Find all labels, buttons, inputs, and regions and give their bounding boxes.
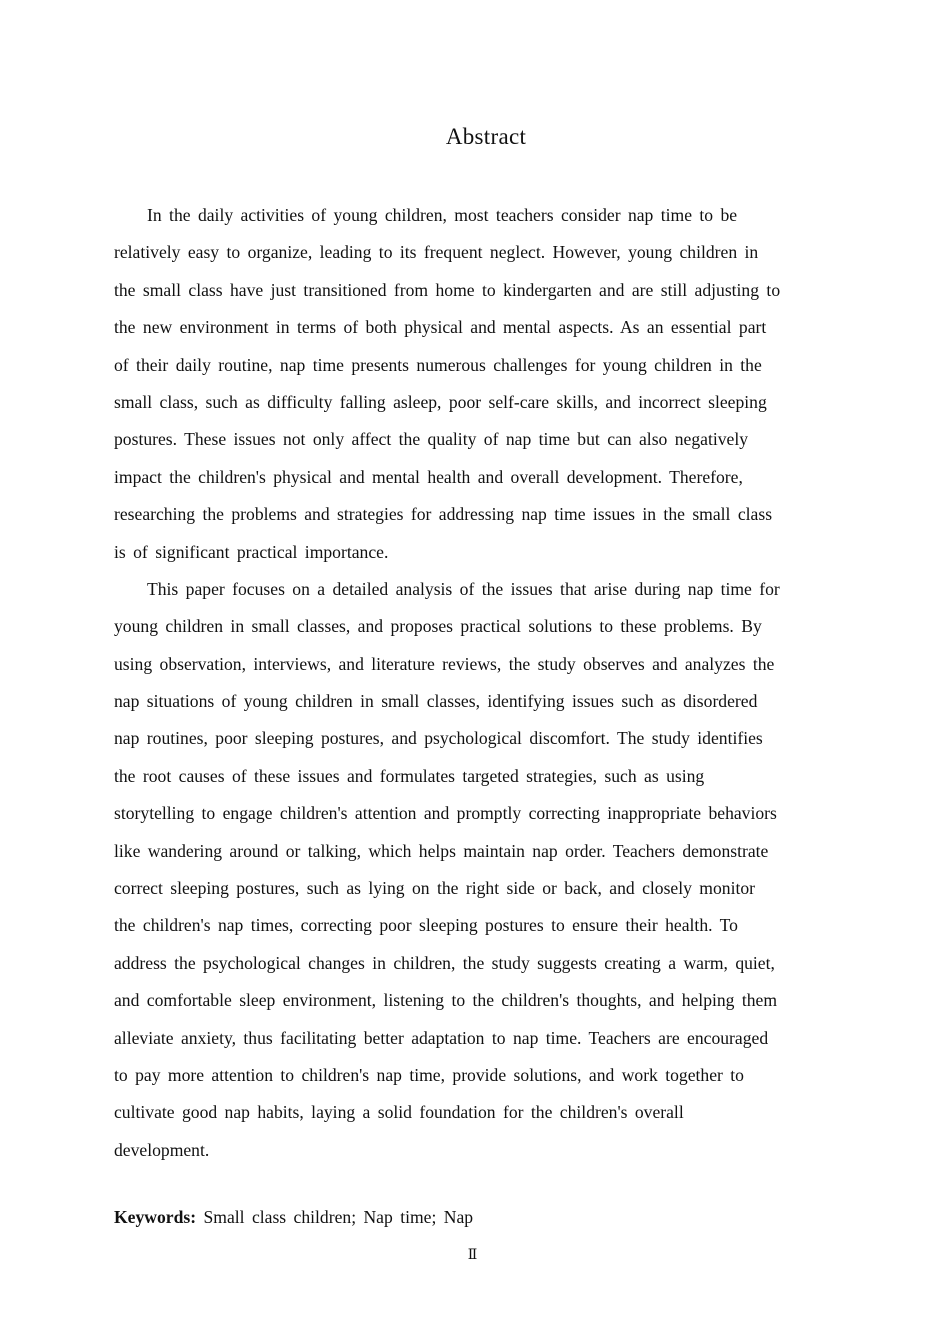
paragraph-line: nap routines, poor sleeping postures, and psychological discomfort. The study identifies (114, 728, 763, 749)
paragraph-line: storytelling to engage children's attention and promptly correcting inappropriate behaviors (114, 803, 777, 824)
paragraph-line: researching the problems and strategies for addressing nap time issues in the small class (114, 504, 773, 525)
paragraph-line: alleviate anxiety, thus facilitating better adaptation to nap time. Teachers are encouraged (114, 1027, 769, 1048)
paragraph-line: cultivate good nap habits, laying a solid foundation for the children's overall (114, 1102, 684, 1123)
abstract-paragraph-2 (114, 571, 860, 1169)
abstract-paragraph-1 (114, 197, 860, 571)
keywords-label: Keywords: (114, 1207, 197, 1227)
keywords-line (114, 1207, 473, 1228)
abstract-body (114, 197, 860, 1169)
paragraph-line: the new environment in terms of both physical and mental aspects. As an essential part (114, 317, 767, 338)
paragraph-line: impact the children's physical and mental health and overall development. Therefore, (114, 466, 743, 487)
paragraph-line: In the daily activities of young children, most teachers consider nap time to be (147, 205, 738, 225)
paragraph-line: like wandering around or talking, which helps maintain nap order. Teachers demonstrate (114, 840, 769, 861)
paragraph-line: address the psychological changes in children, the study suggests creating a warm, quiet, (114, 952, 775, 973)
paragraph-line: and comfortable sleep environment, listening to the children's thoughts, and helping them (114, 990, 778, 1011)
abstract-title: Abstract (445, 124, 527, 149)
paragraph-line: relatively easy to organize, leading to its frequent neglect. However, young children in (114, 242, 759, 263)
paragraph-line: using observation, interviews, and literature reviews, the study observes and analyzes the (114, 653, 775, 674)
paragraph-line: of their daily routine, nap time presents numerous challenges for young children in the (114, 354, 762, 375)
paragraph-line: young children in small classes, and proposes practical solutions to these problems. By (114, 616, 762, 637)
paragraph-line: correct sleeping postures, such as lying on the right side or back, and closely monitor (114, 878, 756, 899)
paragraph-line: the small class have just transitioned from home to kindergarten and are still adjusting to (114, 279, 781, 300)
paragraph-line: This paper focuses on a detailed analysis of the issues that arise during nap time for (147, 578, 780, 599)
page-number: Ⅱ (467, 1248, 478, 1263)
paragraph-line: the children's nap times, correcting poor sleeping postures to ensure their health. To (114, 915, 738, 936)
paragraph-line: the root causes of these issues and formulates targeted strategies, such as using (114, 765, 705, 786)
paragraph-line: development. (114, 1139, 210, 1160)
paragraph-line: nap situations of young children in small classes, identifying issues such as disordered (114, 691, 758, 712)
keywords-value: Small class children; Nap time; Nap (203, 1207, 474, 1227)
paragraph-line: to pay more attention to children's nap time, provide solutions, and work together to (114, 1064, 744, 1085)
paragraph-line: postures. These issues not only affect the quality of nap time but can also negatively (114, 429, 749, 450)
paragraph-line: small class, such as difficulty falling asleep, poor self-care skills, and incorrect sleeping (114, 391, 767, 412)
paragraph-line: is of significant practical importance. (114, 541, 389, 562)
